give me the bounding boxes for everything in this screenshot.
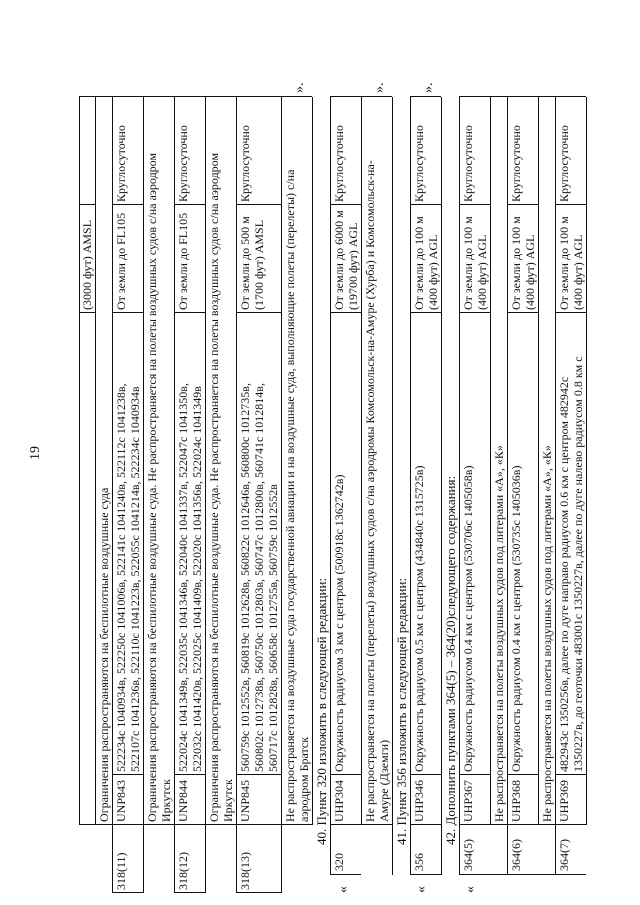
table-rule (330, 97, 331, 875)
restriction-note-line: Амуре (Дземги) (377, 739, 391, 822)
restriction-note-line: Ограничения распространяются на беспилотные воздушные суда. Не распространяется на полеты воздушных судов с/на аэродром (145, 152, 159, 822)
table-rule (507, 312, 538, 313)
table-rule (507, 97, 508, 825)
table-rule (459, 774, 490, 775)
table-rule (174, 892, 205, 893)
table-rule (79, 96, 312, 97)
table-rule (555, 825, 556, 875)
table-rule (555, 204, 586, 205)
operating-time-line: Круглосуточно (461, 125, 475, 202)
table-rule (410, 774, 441, 775)
zone-code-line: UHP367 (461, 779, 475, 822)
zone-boundary (412, 466, 426, 772)
table-rule (330, 874, 361, 875)
restriction-note-line: Не распространяется на воздушные суда государственной авиации и на воздушные суда, выполняющие полеты (перелеты) с/на (283, 169, 297, 822)
table-rule (236, 312, 281, 313)
zone-boundary (461, 466, 475, 772)
table-rule (312, 97, 313, 825)
table-rule (459, 825, 460, 875)
table-rule (281, 97, 282, 825)
table-rule (79, 97, 80, 825)
table-rule (410, 96, 441, 97)
zone-boundary-line: 560802с 1012738в, 560750с 1012803в, 560747с 1012800в, 560741с 1012814в, (252, 383, 266, 772)
zone-boundary (509, 466, 523, 772)
header-altitude-line: (3000 фут) AMSL (80, 219, 94, 310)
section-heading: 41. Пункт 356 изложить в следующей редакции: (394, 577, 409, 845)
altitude-limit-line: От земли до FL105 (176, 212, 190, 310)
table-rule (459, 874, 586, 875)
zone-boundary-line: 560717с 1012828в, 560658с 1012755в, 560759с 1012552в (266, 484, 280, 772)
table-rule (555, 97, 556, 825)
zone-code-line: UHP369 (557, 779, 571, 822)
restriction-note-line: Не распространяется на полеты (перелеты) воздушных судов с/на аэродромы Комсомольск-на-Амуре (Хурба) и Комсомольск-на- (363, 160, 377, 822)
zone-boundary-line: Окружность радиусом 3 км с центром (500918с 1362742в) (332, 474, 346, 772)
table-rule (459, 204, 490, 205)
table-rule (507, 774, 538, 775)
zone-boundary-line: 522032с 1041420в, 522025с 1041409в, 522020с 1041356в, 522024с 1041349в (190, 386, 204, 772)
altitude-limit (412, 216, 440, 310)
section-heading: 40. Пункт 320 изложить в следующей редакции: (314, 577, 329, 845)
table-rule (441, 97, 442, 875)
restriction-note-line: Иркутск (221, 779, 235, 822)
opening-quote: « (414, 886, 429, 893)
table-rule (555, 312, 586, 313)
table-rule (205, 97, 206, 825)
operating-time-line: Круглосуточно (176, 125, 190, 202)
table-rule (79, 312, 95, 313)
table-rule (586, 97, 587, 825)
zone-code-line: UNP844 (176, 779, 190, 822)
zone-boundary-line: Окружность радиусом 0.4 км с центром (530706с 1405058в) (461, 465, 475, 772)
altitude-limit-line: От земли до 100 м (461, 216, 475, 310)
item-number-line: 320 (332, 853, 346, 871)
operating-time-line: Круглосуточно (332, 125, 346, 202)
restriction-note (492, 445, 506, 822)
table-rule (205, 825, 206, 893)
table-rule (236, 825, 237, 893)
table-rule (112, 312, 143, 313)
zone-boundary-line: 482943с 1350256в, далее по дуге направо радиусом 0.6 км с центром 482942с (557, 376, 571, 772)
item-number (412, 853, 426, 871)
closing-quote: ». (421, 82, 436, 93)
zone-code-line: UHP368 (509, 779, 523, 822)
operating-time (332, 125, 346, 202)
table-rule (112, 204, 143, 205)
table-rule (236, 892, 281, 893)
item-number (114, 852, 128, 890)
item-number (461, 839, 475, 871)
zone-code (176, 780, 190, 822)
table-rule (410, 874, 441, 875)
item-number-line: 364(6) (509, 839, 523, 871)
altitude-limit (238, 216, 266, 310)
item-number-line: 364(5) (461, 839, 475, 871)
operating-time (509, 125, 523, 202)
operating-time-line: Круглосуточно (238, 125, 252, 202)
zone-boundary-line: 560759с 1012552в, 560819с 1012628в, 560822с 1012646в, 560800с 1012735в, (238, 383, 252, 772)
item-number (238, 852, 252, 890)
operating-time-line: Круглосуточно (557, 125, 571, 202)
section-heading: 42. Дополнить пунктами 364(5) – 364(20)следующего содержания: (443, 475, 458, 845)
restriction-note (363, 160, 391, 822)
altitude-limit-line: От земли до 100 м (509, 216, 523, 310)
zone-boundary-line: Окружность радиусом 0.5 км с центром (434840с 1315725в) (412, 465, 426, 772)
table-rule (459, 96, 586, 97)
operating-time-line: Круглосуточно (114, 125, 128, 202)
zone-code-line: UHP346 (412, 779, 426, 822)
table-rule (174, 312, 205, 313)
zone-boundary (114, 383, 142, 772)
table-rule (555, 774, 586, 775)
operating-time (461, 125, 475, 202)
table-rule (410, 824, 441, 825)
zone-boundary (332, 475, 346, 772)
zone-boundary-line: 522234с 1040934в, 522250с 1041006в, 522141с 1041240в, 522112с 1041238в, (114, 383, 128, 772)
altitude-limit-line: От земли до 6000 м (332, 210, 346, 310)
table-rule (112, 774, 143, 775)
zone-boundary-line: 1350227в, до геоточки 483001с 1350227в, далее по дуге налево радиусом 0.8 км с (571, 356, 585, 772)
altitude-limit (557, 216, 585, 310)
header-altitude (80, 220, 94, 310)
table-rule (410, 204, 441, 205)
zone-boundary-line: 522024с 1041349в, 522035с 1041346в, 522040с 1041337в, 522047с 1041350в, (176, 383, 190, 772)
restriction-note (283, 170, 311, 822)
zone-code-line: UNP843 (114, 779, 128, 822)
altitude-limit-line: От земли до 100 м (412, 216, 426, 310)
restriction-note-line: Ограничения распространяются на беспилотные воздушные суда. Не распространяется на полеты воздушных судов с/на аэродром (207, 152, 221, 822)
zone-boundary (238, 383, 280, 772)
table-rule (392, 97, 393, 875)
table-rule (143, 825, 144, 893)
altitude-limit-line: От земли до FL105 (114, 212, 128, 310)
zone-boundary-line: Окружность радиусом 0.4 км с центром (530735с 1405036в) (509, 465, 523, 772)
zone-code (332, 780, 346, 822)
restriction-note-line: Ограничения распространяются на беспилотные воздушные суда (97, 487, 111, 822)
restriction-note (540, 445, 554, 822)
zone-code (461, 780, 475, 822)
opening-quote: « (463, 886, 478, 893)
restriction-note-line: аэродром Братск (297, 736, 311, 822)
altitude-limit-line: (400 фут) AGL (426, 234, 440, 310)
zone-code (238, 780, 252, 822)
altitude-limit-line: (1700 фут) AMSL (252, 219, 266, 310)
item-number (176, 852, 190, 890)
zone-code-line: UNP845 (238, 779, 252, 822)
table-rule (281, 825, 282, 893)
zone-code (509, 780, 523, 822)
altitude-limit (332, 210, 360, 310)
table-rule (410, 312, 441, 313)
table-rule (330, 774, 361, 775)
operating-time (412, 125, 426, 202)
table-rule (459, 312, 490, 313)
restriction-note (207, 153, 235, 822)
table-rule (507, 204, 538, 205)
item-number (509, 839, 523, 871)
restriction-note (97, 488, 111, 822)
table-rule (459, 97, 460, 875)
table-rule (507, 825, 508, 875)
table-rule (174, 774, 205, 775)
operating-time-line: Круглосуточно (509, 125, 523, 202)
operating-time-line: Круглосуточно (412, 125, 426, 202)
altitude-limit (114, 213, 128, 310)
restriction-note-line: Не распространяется на полеты воздушных судов под литерами «А», «К» (492, 445, 506, 822)
zone-code (557, 780, 571, 822)
table-rule (95, 97, 96, 825)
altitude-limit-line: (400 фут) AGL (523, 234, 537, 310)
restriction-note-line: Иркутск (159, 779, 173, 822)
table-rule (490, 97, 491, 825)
operating-time (238, 125, 252, 202)
altitude-limit-line: (400 фут) AGL (475, 234, 489, 310)
opening-quote: « (336, 886, 351, 893)
altitude-limit-line: От земли до 500 м (238, 216, 252, 310)
table-rule (174, 825, 175, 893)
altitude-limit-line: (19700 фут) AGL (346, 222, 360, 310)
operating-time (557, 125, 571, 202)
item-number-line: 318(11) (114, 852, 128, 890)
zone-code (412, 780, 426, 822)
table-rule (236, 97, 237, 825)
item-number (332, 853, 346, 871)
zone-boundary-line: 522107с 1041236в, 522110с 1041223в, 522055с 1041214в, 522234с 1040934в (128, 386, 142, 772)
table-rule (112, 892, 143, 893)
zone-code-line: UHP304 (332, 779, 346, 822)
table-rule (79, 204, 95, 205)
item-number-line: 318(13) (238, 852, 252, 890)
item-number-line: 318(12) (176, 852, 190, 890)
operating-time (176, 125, 190, 202)
table-rule (174, 97, 175, 825)
restriction-note (145, 153, 173, 822)
closing-quote: ». (292, 82, 307, 93)
altitude-limit-line: От земли до 100 м (557, 216, 571, 310)
closing-quote: ». (372, 82, 387, 93)
table-rule (330, 312, 361, 313)
table-rule (112, 825, 113, 893)
table-rule (459, 824, 586, 825)
operating-time (114, 125, 128, 202)
restriction-note-line: Не распространяется на полеты воздушных судов под литерами «А», «К» (540, 445, 554, 822)
table-rule (112, 97, 113, 825)
altitude-limit-line: (400 фут) AGL (571, 234, 585, 310)
altitude-limit (461, 216, 489, 310)
altitude-limit (509, 216, 537, 310)
page-number: 19 (28, 446, 43, 460)
table-rule (410, 97, 411, 875)
table-rule (236, 774, 281, 775)
zone-code (114, 780, 128, 822)
table-rule (330, 204, 361, 205)
table-rule (174, 204, 205, 205)
item-number-line: 356 (412, 853, 426, 871)
table-rule (361, 97, 362, 825)
table-rule (538, 97, 539, 825)
zone-boundary (557, 356, 585, 772)
item-number-line: 364(7) (557, 839, 571, 871)
altitude-limit (176, 213, 190, 310)
table-rule (79, 824, 312, 825)
zone-boundary (176, 383, 204, 772)
item-number (557, 839, 571, 871)
table-rule (143, 97, 144, 825)
table-rule (236, 204, 281, 205)
